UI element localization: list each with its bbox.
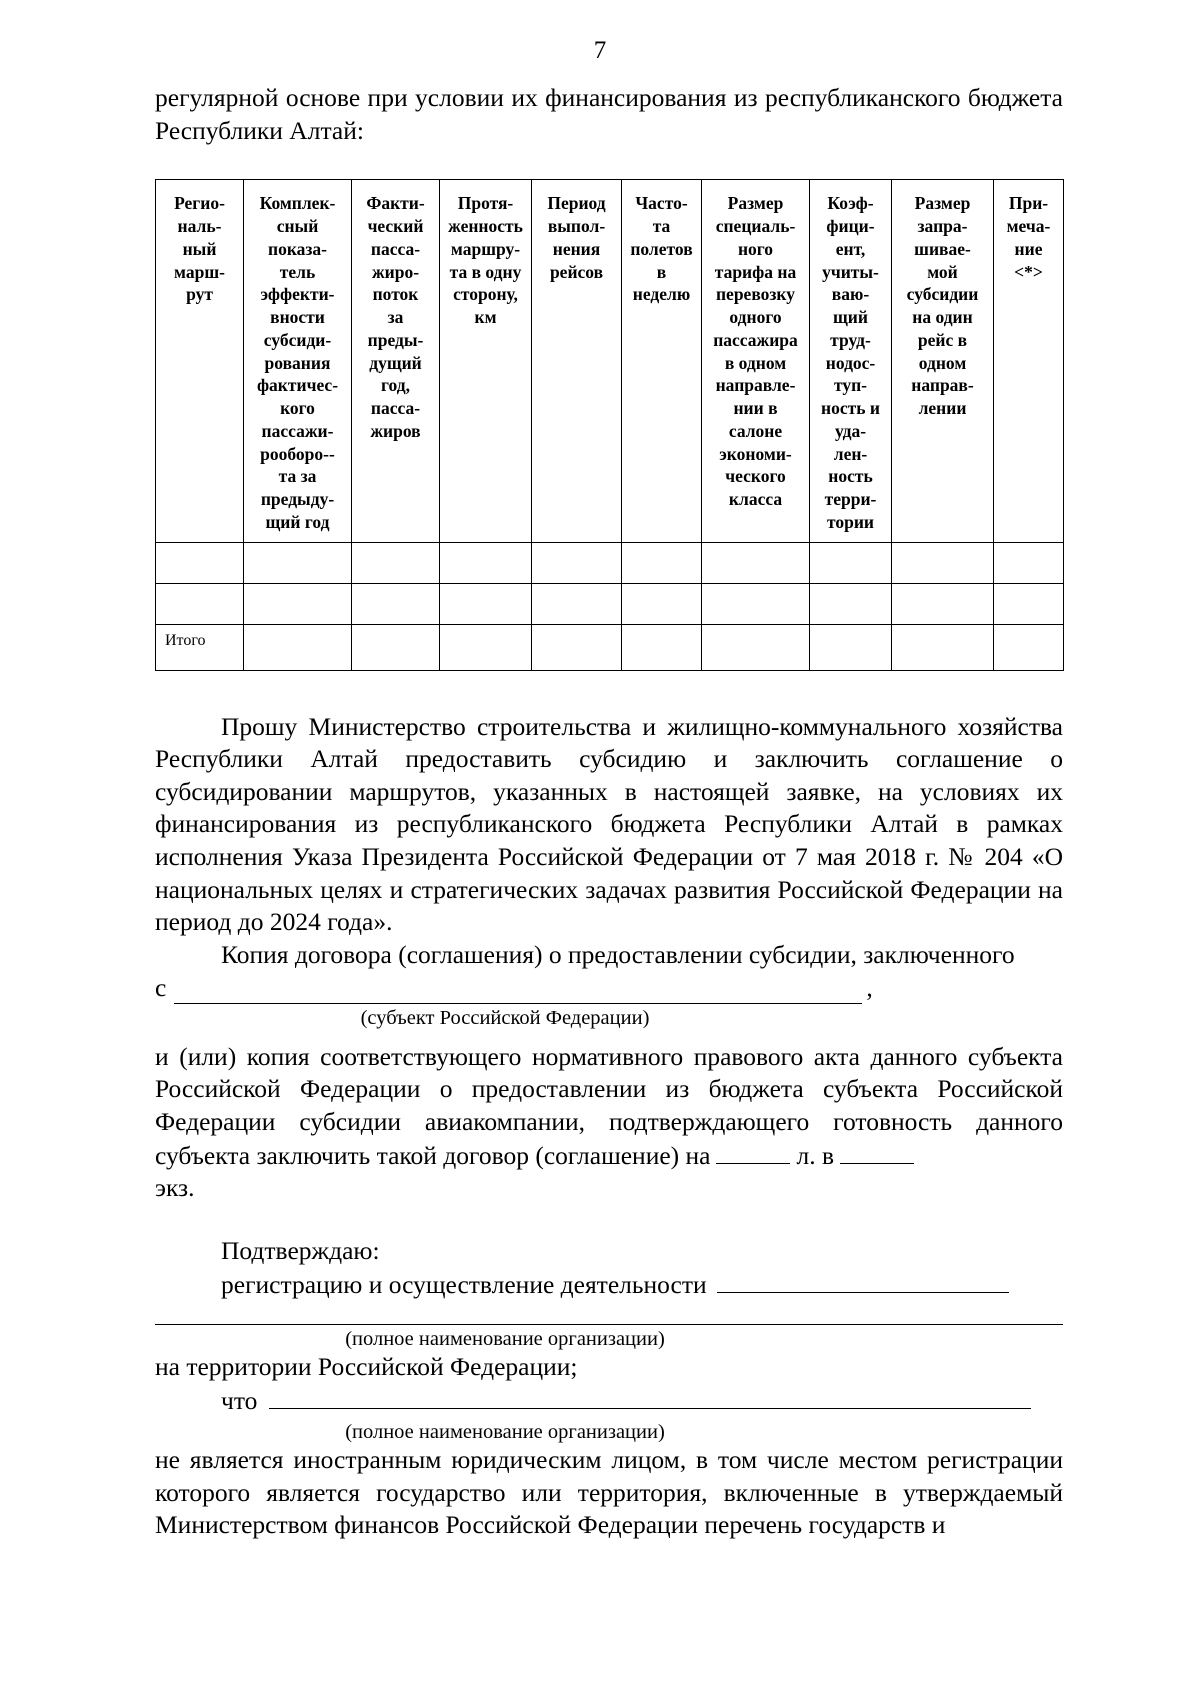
table-cell[interactable]: [810, 624, 892, 670]
registration-line: [155, 1268, 1063, 1302]
that-label: что: [221, 1385, 258, 1415]
table-row[interactable]: [156, 542, 1064, 583]
table-cell[interactable]: [244, 624, 352, 670]
table-cell[interactable]: [352, 583, 440, 624]
table-cell[interactable]: [702, 624, 810, 670]
org-name-fill-line-1[interactable]: [155, 1324, 1063, 1325]
table-cell[interactable]: [622, 542, 702, 583]
table-cell[interactable]: [156, 583, 244, 624]
table-cell[interactable]: [244, 542, 352, 583]
spacer: [155, 1205, 1063, 1235]
table-header-row: [156, 180, 1064, 542]
table-header-cell-coefficient: Коэф- фици- ент, учиты- ваю- щий труд- нодос- туп- ность и уда- лен- ность терри- тории: [810, 180, 892, 542]
table-cell[interactable]: [810, 583, 892, 624]
table-header-cell-actual-traffic: Факти- ческий пасса- жиро- поток за преды- дущий год, пасса- жиров: [352, 180, 440, 542]
table-header-cell-flight-frequency: Часто- та полетов в неделю: [622, 180, 702, 542]
org-caption-row-1: [155, 1327, 1063, 1352]
table-header-cell-complex-index: Комплек- сный показа- тель эффекти- вности субсиди- рования фактичес- кого пассажи- рооборо-- та за предыду- щий год: [244, 180, 352, 542]
table-cell[interactable]: [440, 624, 532, 670]
document-content: [155, 82, 1063, 1542]
subject-caption: (субъект Российской Федерации): [360, 1007, 650, 1030]
comma: ,: [866, 972, 873, 1002]
registration-text: регистрацию и осуществление деятельности: [221, 1269, 707, 1299]
registration-fill-line[interactable]: [717, 1268, 1009, 1293]
table-cell[interactable]: [994, 624, 1064, 670]
territory-line: на территории Российской Федерации;: [155, 1352, 578, 1382]
table-cell[interactable]: [994, 583, 1064, 624]
spacer: [155, 1031, 1063, 1041]
or-copy-text: и (или) копия соответствующего нормативного правового акта данного субъекта Российской Федерации о предоставлении из бюджета субъекта Российской Федерации субсидии авиакомпании, подтверждающего готовность данного субъекта заключить такой договор (соглашение) на: [155, 1041, 1063, 1170]
copies-fill-line[interactable]: [840, 1139, 914, 1164]
sheets-fill-line[interactable]: [716, 1139, 790, 1164]
or-copy-paragraph: [155, 1041, 1063, 1173]
copies-unit-label: экз.: [155, 1173, 195, 1203]
table-cell[interactable]: [810, 542, 892, 583]
table-cell[interactable]: [532, 624, 622, 670]
table-cell[interactable]: [352, 624, 440, 670]
table-cell[interactable]: [244, 583, 352, 624]
table-total-row[interactable]: [156, 624, 1064, 670]
table-header-cell-region-route: Регио- наль- ный марш- рут: [156, 180, 244, 542]
table-cell[interactable]: [892, 542, 994, 583]
table-cell[interactable]: [702, 542, 810, 583]
spacer: [155, 1302, 1063, 1318]
table-body: [156, 542, 1064, 670]
table-cell[interactable]: [622, 583, 702, 624]
request-paragraph: Прошу Министерство строительства и жилищно-коммунального хозяйства Республики Алтай предоставить субсидию и заключить соглашение о субсидировании маршрутов, указанных в настоящей заявке, на условиях их финансирования из республиканского бюджета Республики Алтай в рамках исполнения Указа Президента Российской Федерации от 7 мая 2018 г. № 204 «О национальных целях и стратегических задачах развития Российской Федерации на период до 2024 года».: [155, 711, 1063, 937]
table-header-cell-note: При- меча- ние <*>: [994, 180, 1064, 542]
table-header-cell-special-tariff: Размер специаль- ного тарифа на перевозку одного пассажира в одном направле- нии в салоне экономи- ческого класса: [702, 180, 810, 542]
subject-fill-line[interactable]: [174, 979, 862, 1004]
sheets-unit-label: л. в: [796, 1140, 834, 1170]
table-cell[interactable]: [532, 542, 622, 583]
table-cell[interactable]: [440, 583, 532, 624]
confirm-label: Подтверждаю:: [221, 1236, 380, 1266]
org-caption-1: (полное наименование организации): [345, 1327, 665, 1350]
copy-contract-paragraph: Копия договора (соглашения) о предоставлении субсидии, заключенного: [221, 939, 1015, 969]
table-row[interactable]: [156, 583, 1064, 624]
spacer: [155, 671, 1063, 711]
that-line: [155, 1384, 1063, 1418]
table-cell[interactable]: [622, 624, 702, 670]
subsidy-table: [155, 179, 1064, 670]
page-number: 7: [593, 37, 607, 64]
table-cell[interactable]: [994, 542, 1064, 583]
table-cell[interactable]: [156, 542, 244, 583]
with-label: с: [155, 972, 167, 1002]
intro-paragraph: регулярной основе при условии их финансирования из республиканского бюджета Республики Алтай:: [155, 83, 1063, 145]
org-name-fill-line-2[interactable]: [269, 1384, 1031, 1409]
table-header-cell-subsidy-amount: Размер запра- шивае- мой субсидии на один рейс в одном направ- лении: [892, 180, 994, 542]
org-caption-2: (полное наименование организации): [345, 1420, 665, 1443]
table-header-cell-route-length: Протя- женность маршру- та в одну сторону, км: [440, 180, 532, 542]
subject-caption-row: [155, 1006, 1063, 1031]
table-cell[interactable]: [892, 624, 994, 670]
table-cell[interactable]: [532, 583, 622, 624]
subsidy-table-wrapper: [155, 179, 1063, 670]
table-cell[interactable]: [352, 542, 440, 583]
table-cell[interactable]: [702, 583, 810, 624]
table-header-cell-flight-period: Период выпол- нения рейсов: [532, 180, 622, 542]
org-caption-row-2: [155, 1420, 1063, 1445]
table-cell[interactable]: [440, 542, 532, 583]
foreign-entity-paragraph: не является иностранным юридическим лицом, в том числе местом регистрации которого является государство или территория, включенные в утверждаемый Министерством финансов Российской Федерации перечень государств и: [155, 1445, 1063, 1540]
table-cell[interactable]: [892, 583, 994, 624]
subject-fill-row: [155, 972, 1063, 1005]
table-cell-total-label: Итого: [156, 624, 244, 670]
